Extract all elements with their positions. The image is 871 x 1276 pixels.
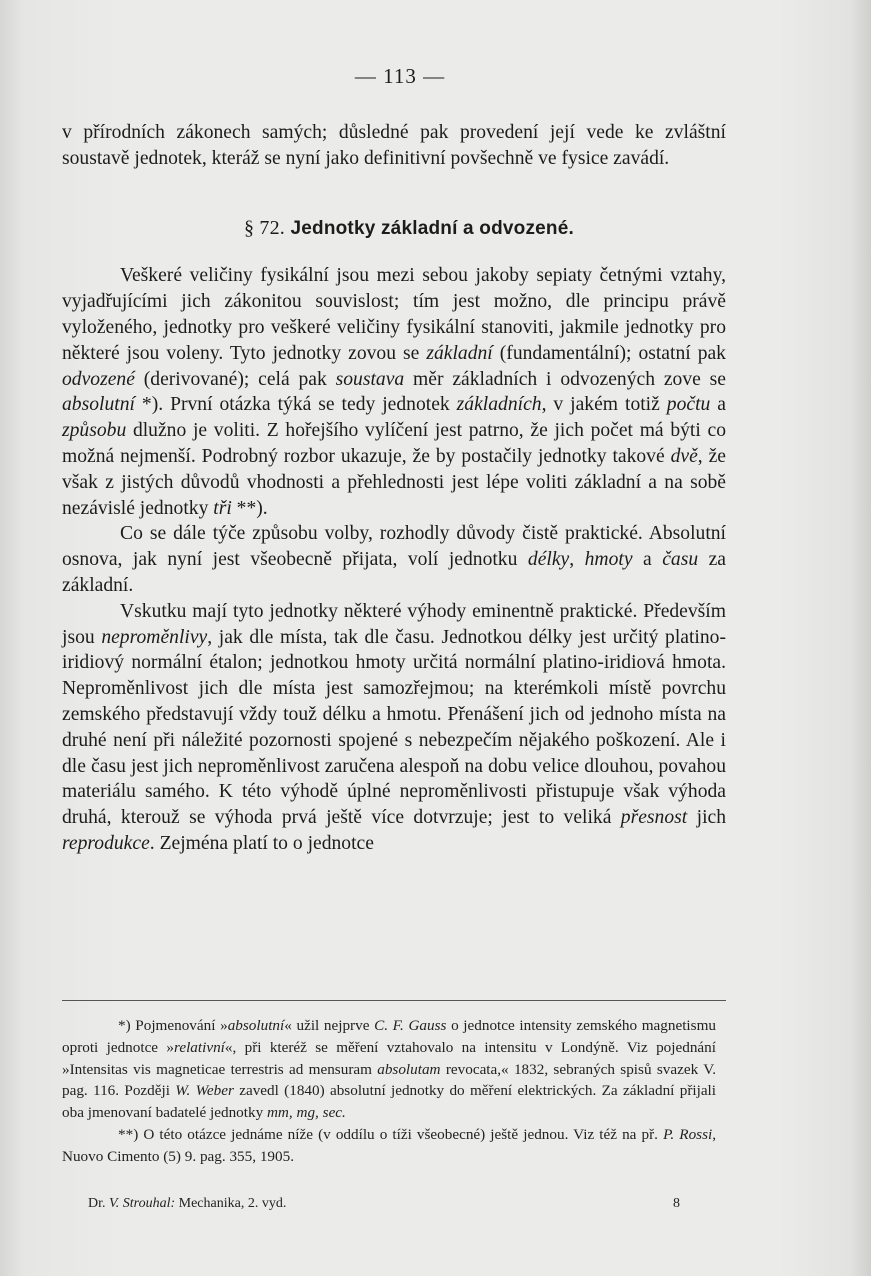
footnotes [62,1015,716,1168]
emphasized-text: neproměnlivy [101,626,208,648]
footnote-divider [62,1000,726,1001]
text-run: , Nuovo Cimento (5) 9. pag. 355, 1905. [62,1125,716,1165]
emphasized-text: hmoty [584,549,633,571]
paragraph-3 [62,599,726,857]
intro-paragraph: v přírodních zákonech samých; důsledné pak provedení její vede ke zvláštní soustavě jednotek, kteráž se nyní jako definitivní povšechně ve fysice zavádí. [62,122,726,169]
section-mark: § 72. [244,216,285,239]
page-footer [88,1196,680,1212]
text-run: , [569,549,585,571]
emphasized-text: délky [527,549,570,571]
text-run: jich [687,807,727,829]
emphasized-text: P. Rossi [663,1125,713,1143]
emphasized-text: W. Weber [175,1082,234,1100]
emphasized-text: odvozené [62,368,135,390]
section-title: Jednotky základní a odvozené. [290,217,574,239]
emphasized-text: základní [426,342,493,364]
text-run: zavedl (1840) absolutní jednotky do měření elektrických. Za základní přijali oba jmenovaní badatelé jednotky [62,1082,716,1122]
text-run: *) Pojmenování » [118,1017,228,1034]
emphasized-text: přesnost [620,807,688,829]
footnote-1 [62,1015,716,1124]
emphasized-text: absolutní [227,1017,285,1034]
text-run: a [632,549,663,571]
emphasized-text: absolutní [62,394,135,416]
text-run: o jednotce intensity zemského magnetismu oproti jednotce » [62,1017,716,1056]
text-run: (derivované); celá pak [134,368,336,390]
paragraph-1 [62,263,726,521]
text-run: , v jakém totiž [541,394,667,416]
section-heading [62,216,726,242]
text-run: . Zejména platí to o jednotce [149,832,374,854]
text-run: a [710,394,726,416]
text-run: Co se dále týče způsobu volby, rozhodly důvody čistě praktické. Absolutní osnova, jak nyní jest všeobecně přijata, volí jednotku [62,523,726,571]
footer-signature: 8 [673,1196,680,1211]
emphasized-text: relativní [173,1038,225,1056]
emphasized-text: času [662,549,699,571]
text-run: za základní. [62,549,727,596]
body-text [62,120,726,857]
page-number: — 113 — [354,64,446,88]
emphasized-text: absolutam [377,1060,441,1078]
text-run: **). [231,497,268,519]
text-run: , jak dle místa, tak dle času. Jednotkou délky jest určitý platino-iridiový normální étalon; jednotkou hmoty určitá normální platino-iridiová hmota. Neproměnlivost jich dle místa jest samozřejmou; na kterémkoli místě povrchu zemského představují vždy touž délku a hmotu. Přenášení jich od jednoho místa na druhé není při náležité pozornosti spojené s nebezpečím nějakého poškození. Ale i dle času jest jich neproměnlivost zaručena alespoň na dobu velice dlouhou, povahou materiálu samého. K této výhodě úplné neproměnlivosti přistupuje však výhoda druhá, kterouž se výhoda prvá ještě více dotvrzuje; jest to veliká [62,626,726,829]
emphasized-text: reprodukce [62,832,150,854]
emphasized-text: způsobu [62,420,127,442]
text-run: měr základních i odvozených zove se [404,368,726,390]
footer-book-title: Mechanika, 2. vyd. [175,1196,287,1211]
emphasized-text: tři [213,497,232,519]
text-run: Veškeré veličiny fysikální jsou mezi sebou jakoby sepiaty četnými vztahy, vyjadřujícími jich zákonitou souvislost; tím jest možno, dle principu právě vyloženého, jednotky pro veškeré veličiny fysikální stanoviti, jakmile jednotky pro některé jsou voleny. Tyto jednotky zovou se [62,265,726,364]
text-run: Vskutku mají tyto jednotky některé výhody eminentně praktické. Především jsou [62,600,726,648]
text-run: *). První otázka týká se tedy jednotek [134,394,457,416]
emphasized-text: základních [456,394,542,416]
text-run: (fundamentální); ostatní pak [492,342,726,364]
emphasized-text: dvě [670,445,698,467]
emphasized-text: mm, mg, sec. [266,1104,346,1122]
footer-book-info: Dr. V. Strouhal: Mechanika, 2. vyd. [88,1196,287,1211]
emphasized-text: počtu [666,394,711,416]
emphasized-text: C. F. Gauss [374,1017,447,1034]
paragraph-2 [62,521,726,598]
text-run: revocata,« 1832, sebraných spisů svazek V. pag. 116. Později [62,1060,716,1100]
text-run: , že však z jistých důvodů vhodnosti a přehlednosti jest lépe voliti základní a na sobě nezávislé jednotky [62,445,726,519]
text-run: «, při kteréž se měření vztahovalo na intensitu v Londýně. Viz pojednání »Intensitas vis magneticae terrestris ad mensuram [62,1038,716,1078]
text-run: **) O této otázce jednáme níže (v oddílu o tíži všeobecné) ještě jednou. Viz též na př. [118,1125,664,1143]
text-run: « užil nejprve [284,1017,375,1034]
footer-author: V. Strouhal: [109,1196,176,1211]
text-run: dlužno je voliti. Z hořejšího vylíčení jest patrno, že jich počet má býti co možná nejmenší. Podrobný rozbor ukazuje, že by postačily jednotky takové [62,420,726,467]
emphasized-text: soustava [335,368,405,390]
footnote-2 [62,1124,716,1168]
